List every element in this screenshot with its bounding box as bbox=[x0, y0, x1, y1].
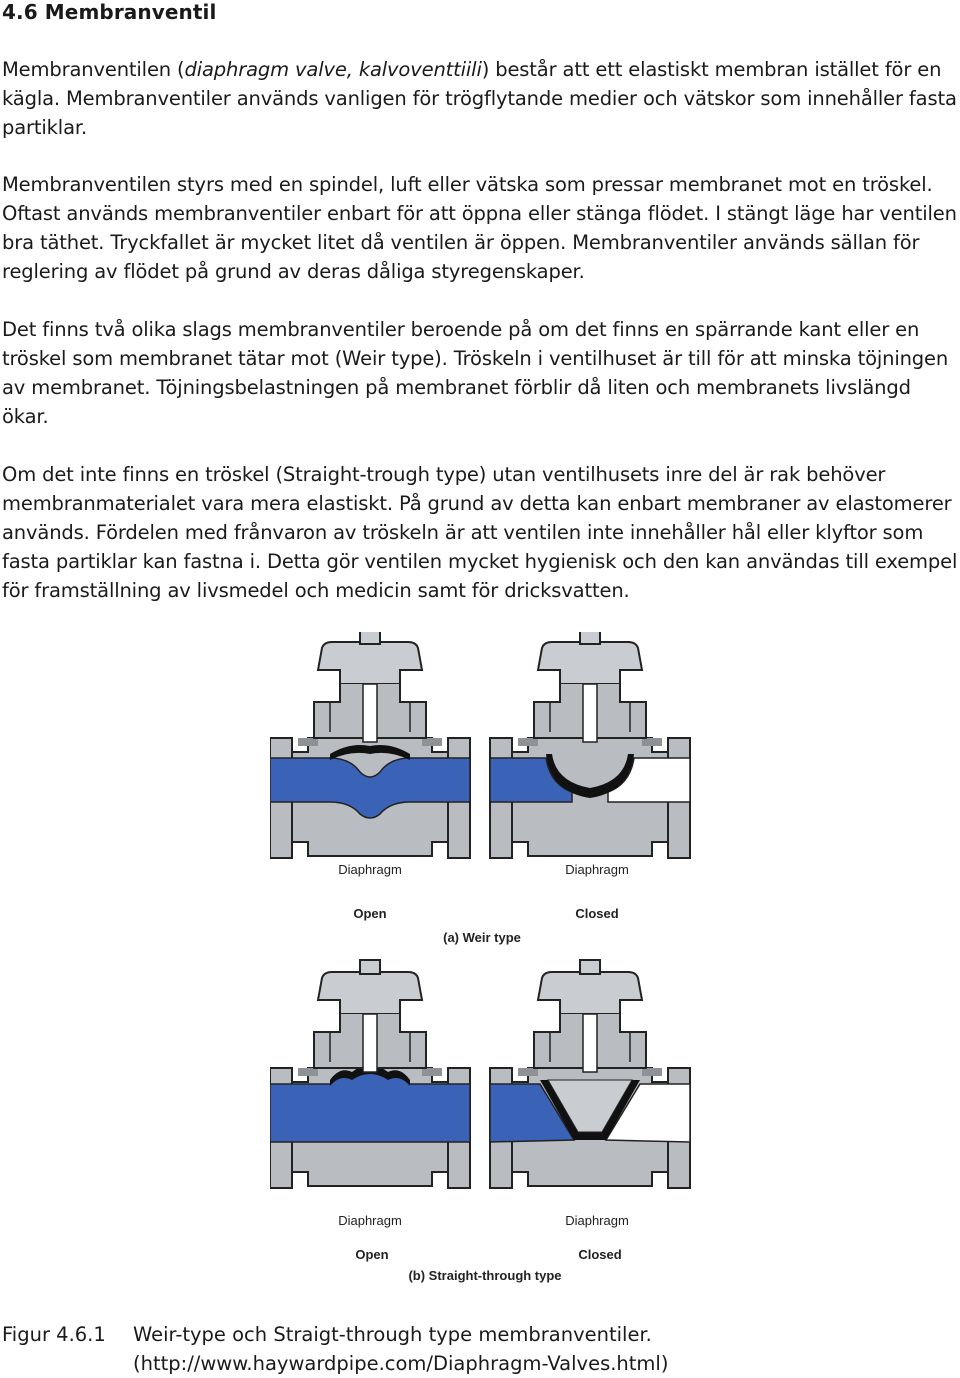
weir-open-valve bbox=[270, 632, 470, 858]
weir-caption: (a) Weir type bbox=[443, 930, 521, 945]
straight-open-state-label: Open bbox=[355, 1247, 389, 1262]
italic-term: diaphragm valve, kalvoventtiili bbox=[184, 58, 482, 81]
valve-illustration bbox=[270, 632, 700, 1292]
paragraph-line: Det finns två olika slags membranventiler beroende på om det finns en spärrande kant eller en bbox=[2, 318, 920, 341]
paragraph-line: fasta partiklar kan fastna i. Detta gör ventilen mycket hygienisk och den kan användas till exempel bbox=[2, 550, 958, 573]
weir-closed-valve bbox=[490, 632, 690, 858]
straight-closed-state-label: Closed bbox=[578, 1247, 622, 1262]
paragraph-intro bbox=[2, 55, 960, 142]
figure-caption bbox=[133, 1320, 668, 1378]
paragraph-line: bra täthet. Tryckfallet är mycket litet då ventilen är öppen. Membranventiler används sällan för bbox=[2, 231, 920, 254]
caption-source-url: (http://www.haywardpipe.com/Diaphragm-Valves.html) bbox=[133, 1352, 669, 1375]
caption-line: Weir-type och Straigt-through type membranventiler. bbox=[133, 1323, 652, 1346]
paragraph-line: partiklar. bbox=[2, 116, 87, 139]
paragraph-line: tröskel som membranet tätar mot (Weir type). Tröskeln i ventilhuset är till för att minska töjningen bbox=[2, 347, 949, 370]
paragraph-line: Membranventilen styrs med en spindel, luft eller vätska som pressar membranet mot en tröskel. bbox=[2, 173, 933, 196]
paragraph-line bbox=[2, 55, 960, 84]
section-heading: 4.6 Membranventil bbox=[2, 0, 217, 24]
figure-number: Figur 4.6.1 bbox=[2, 1323, 106, 1346]
paragraph-line: Om det inte finns en tröskel (Straight-trough type) utan ventilhusets inre del är rak behöver bbox=[2, 463, 886, 486]
weir-closed-diaphragm-label: Diaphragm bbox=[565, 862, 629, 877]
paragraph-straight-type bbox=[2, 460, 960, 605]
text-run: Membranventilen ( bbox=[2, 58, 185, 81]
valve-figure bbox=[270, 632, 700, 1292]
straight-closed-valve bbox=[490, 960, 690, 1188]
straight-caption: (b) Straight-through type bbox=[408, 1268, 562, 1283]
straight-open-diaphragm-label: Diaphragm bbox=[338, 1213, 402, 1228]
straight-open-valve bbox=[270, 960, 470, 1188]
straight-closed-diaphragm-label: Diaphragm bbox=[565, 1213, 629, 1228]
paragraph-operation bbox=[2, 170, 960, 286]
paragraph-line: av membranet. Töjningsbelastningen på membranet förblir då liten och membranets livslängd bbox=[2, 376, 911, 399]
paragraph-line: Oftast används membranventiler enbart för att öppna eller stänga flödet. I stängt läge har ventilen bbox=[2, 202, 957, 225]
paragraph-line: kägla. Membranventiler används vanligen för trögflytande medier och vätskor som innehåller fasta bbox=[2, 87, 957, 110]
paragraph-line: för framställning av livsmedel och medicin samt för dricksvatten. bbox=[2, 579, 630, 602]
paragraph-weir-type bbox=[2, 315, 960, 431]
weir-open-diaphragm-label: Diaphragm bbox=[338, 862, 402, 877]
text-run: ) består att ett elastiskt membran istället för en bbox=[481, 58, 942, 81]
weir-open-state-label: Open bbox=[353, 906, 387, 921]
paragraph-line: reglering av flödet på grund av deras dåliga styregenskaper. bbox=[2, 260, 585, 283]
weir-closed-state-label: Closed bbox=[575, 906, 619, 921]
paragraph-line: ökar. bbox=[2, 405, 49, 428]
paragraph-line: membranmaterialet vara mera elastiskt. På grund av detta kan enbart membraner av elastomerer bbox=[2, 492, 952, 515]
paragraph-line: används. Fördelen med frånvaron av tröskeln är att ventilen inte innehåller hål eller klyftor som bbox=[2, 521, 924, 544]
